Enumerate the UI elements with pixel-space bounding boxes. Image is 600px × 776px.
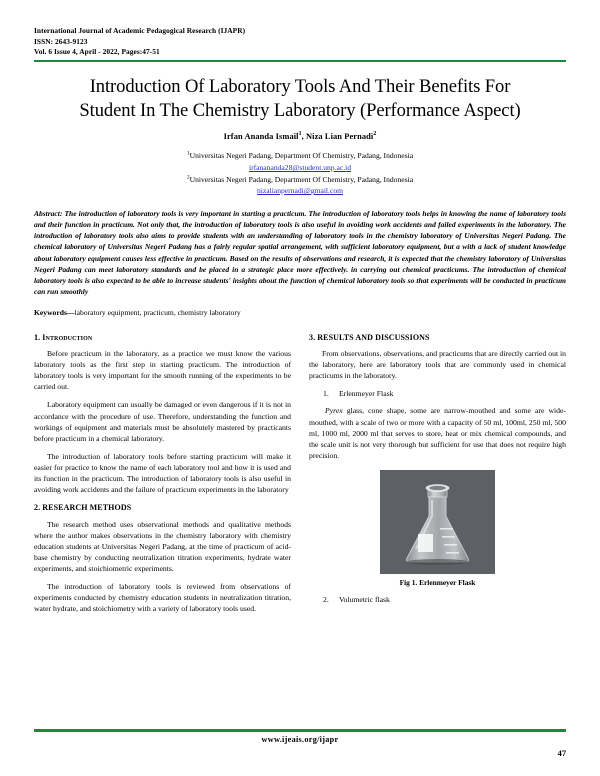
erlenmeyer-flask-photo bbox=[380, 470, 495, 574]
footer-divider-rule bbox=[34, 729, 566, 732]
author-2-marker: 2 bbox=[373, 131, 377, 138]
intro-paragraph-2: Laboratory equipment can usually be damaged or even dangerous if it is not in accordance with the procedure of use. Therefore, understanding the function and workings of equipment and materials must be absolutely mastered by practicants before practicum in a chemical laboratory. bbox=[34, 400, 291, 443]
affiliation-2-text: Universitas Negeri Padang, Department Of Chemistry, Padang, Indonesia bbox=[189, 174, 414, 184]
author-1-email-link[interactable]: irfanananda28@student.unp.ac.id bbox=[248, 163, 352, 173]
figure-1-caption-label: Fig 1. bbox=[399, 577, 418, 587]
section-heading-results-discussions: 3. RESULTS AND DISCUSSIONS bbox=[309, 332, 430, 342]
tool-1-brand: Pyrex bbox=[325, 406, 343, 416]
keywords-block bbox=[34, 307, 566, 318]
author-2-email-link[interactable]: nizalianpernadi@gmail.com bbox=[256, 186, 344, 196]
tool-2-name: Volumetric flask bbox=[339, 595, 390, 605]
intro-paragraph-1: Before practicum in the laboratory, as a practice we must know the various laboratory tools as the first step in starting practicum. The introduction of laboratory tools is very important for the smooth running of the experiments to be carried out. bbox=[34, 349, 291, 392]
page-number: 47 bbox=[557, 749, 566, 758]
footer-journal-url[interactable]: www.ijeais.org/ijapr bbox=[261, 735, 339, 744]
methods-paragraph-2: The introduction of laboratory tools is reviewed from observations of experiments conducted by chemistry education students in neutralization titration, water hydrate, and stoichiometry with a variety of laboratory tools used. bbox=[34, 581, 291, 614]
intro-paragraph-3: The introduction of laboratory tools before starting practicum will make it easier for practice to know the name of each laboratory tool and how it is used and its function in the practicum. The introduction of laboratory tools is also useful in avoiding work accidents and the failure of practicum experiments in the laboratory bbox=[34, 451, 291, 494]
affiliation-2 bbox=[34, 174, 566, 186]
tool-1-description-text: glass, cone shape, some are narrow-mouthed and some are wide-mouthed, with a scale of two or more with a capacity of 50 ml, 100ml, 250 ml, 500 ml, 1000 ml, 2000 ml that serves to store, heat or mix chemical compounds, and the scale unit is not very thorough but sufficient for use that does not require high precision. bbox=[309, 406, 566, 460]
author-separator: , bbox=[301, 132, 307, 142]
section-heading-introduction: 1. Introduction bbox=[34, 332, 93, 342]
affiliation-1-email-row bbox=[34, 162, 566, 174]
figure-1-caption bbox=[380, 578, 495, 589]
author-list bbox=[34, 132, 566, 141]
keywords-label: Keywords— bbox=[34, 307, 75, 317]
tool-2-number: 2. bbox=[323, 595, 329, 605]
abstract-text: The introduction of laboratory tools is very important in starting a practicum. The introduction of laboratory tools helps in knowing the name of laboratory tools and their function in practicum. Not only that, the introduction of laboratory tools is also useful in avoiding work accidents and failed experiments in the laboratory. The introduction of laboratory tools also aims to provide students with an understanding of laboratory tools in the chemistry laboratory of Universitas Negeri Padang. The chemical laboratory of Universitas Negeri Padang has a fairly regular spatial arrangement, with sufficient laboratory equipment, but a with a lack of student knowledge about laboratory equipment causes less effective in practicum. Based on the results of observations and research, it is expected that the chemistry laboratory of Universitas Negeri Padang can meet laboratory standards and be placed in a strategic place more effectively. in carrying out chemical practicums. The introduction of chemical laboratory tools is also expected to be able to increase students' insights about the function of chemical laboratory tools so that experiments will be conducted in practicum can run smoothly bbox=[34, 208, 566, 297]
keywords-text: laboratory equipment, practicum, chemistry laboratory bbox=[74, 307, 241, 317]
tool-1-number: 1. bbox=[323, 389, 329, 399]
page-footer bbox=[34, 729, 566, 758]
right-column bbox=[309, 332, 566, 622]
title-line-2: Student In The Chemistry Laboratory (Performance Aspect) bbox=[79, 100, 521, 122]
affiliation-1 bbox=[34, 150, 566, 162]
methods-paragraph-1: The research method uses observational methods and qualitative methods where the author makes observations in the chemistry laboratory with chemistry education students at Universitas Negeri Padang, at the time of practicum of acid-base chemistry by conducting neutralization titration experiments, hydrate water experiments, and stoichiometric experiments. bbox=[34, 519, 291, 573]
tool-list-item-2 bbox=[323, 594, 566, 605]
tool-1-name: Erlenmeyer Flask bbox=[339, 389, 394, 399]
section-heading-research-methods: 2. RESEARCH METHODS bbox=[34, 503, 132, 513]
journal-issn: ISSN: 2643-9123 bbox=[34, 36, 88, 46]
affiliation-block bbox=[34, 150, 566, 196]
results-paragraph-1: From observations, observations, and practicums that are directly carried out in the laboratory, here are laboratory tools that are commonly used in chemical practicums in the laboratory. bbox=[309, 349, 566, 381]
tool-1-description bbox=[309, 405, 566, 460]
journal-name: International Journal of Academic Pedagogical Research (IJAPR) bbox=[34, 26, 246, 35]
affiliation-2-email-row bbox=[34, 185, 566, 197]
affiliation-2-marker: 2 bbox=[186, 174, 190, 181]
body-columns bbox=[34, 332, 566, 622]
abstract-label: Abstract: bbox=[34, 208, 63, 218]
author-1-name: Irfan Ananda Ismail bbox=[223, 132, 299, 142]
author-2-name: Niza Lian Pernadi bbox=[306, 132, 374, 142]
affiliation-1-text: Universitas Negeri Padang, Department Of Chemistry, Padang, Indonesia bbox=[189, 151, 414, 161]
tool-list-item-1 bbox=[323, 388, 566, 399]
journal-issue: Vol. 6 Issue 4, April - 2022, Pages:47-51 bbox=[34, 47, 160, 57]
figure-1 bbox=[380, 470, 495, 589]
affiliation-1-marker: 1 bbox=[186, 150, 190, 157]
page-title bbox=[40, 75, 560, 123]
header-divider-rule bbox=[34, 60, 566, 63]
left-column bbox=[34, 332, 291, 622]
masthead bbox=[34, 26, 566, 58]
author-1-marker: 1 bbox=[298, 131, 302, 138]
figure-1-caption-text: Erlenmeyer Flask bbox=[419, 577, 476, 587]
abstract-block bbox=[34, 208, 566, 298]
title-line-1: Introduction Of Laboratory Tools And Their Benefits For bbox=[89, 76, 511, 98]
